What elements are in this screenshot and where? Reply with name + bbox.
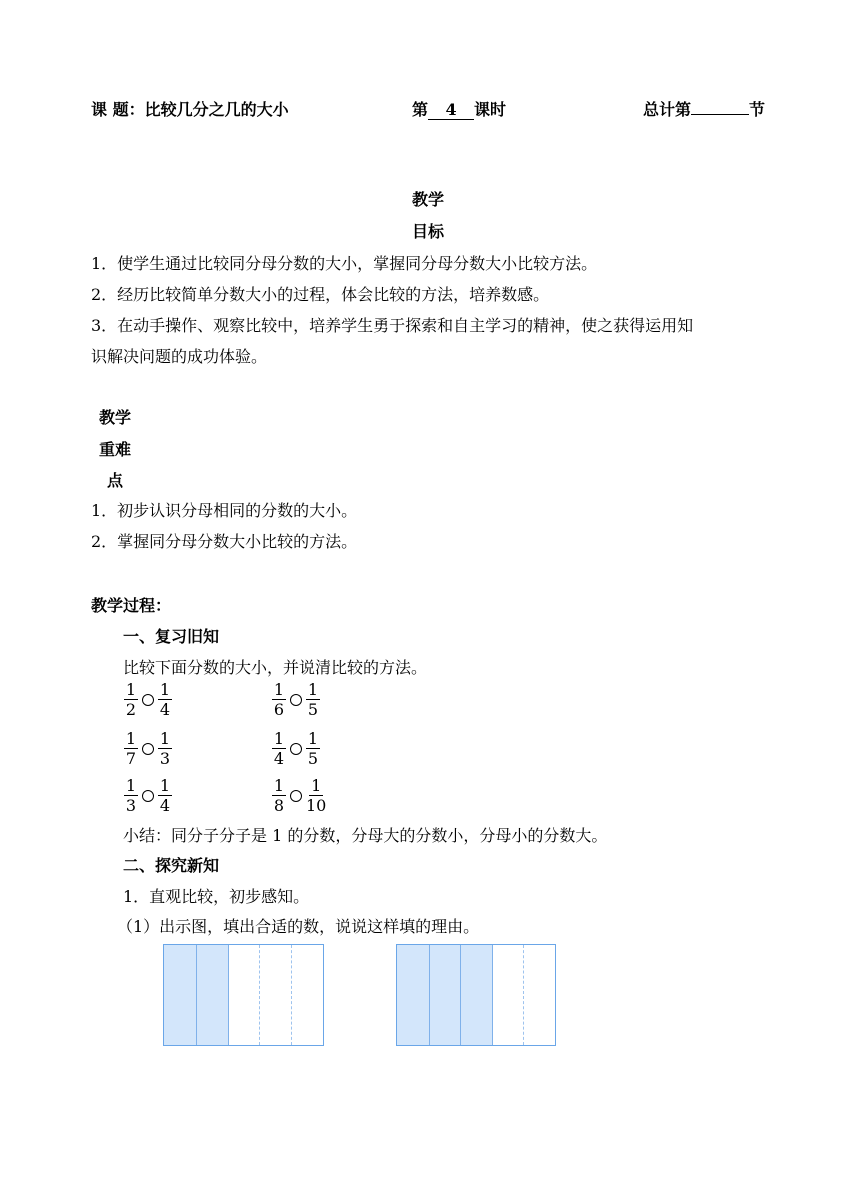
fraction: $\frac{1}{5}$ <box>307 729 319 768</box>
fraction: $\frac{1}{5}$ <box>307 680 319 719</box>
blank-part <box>523 945 555 1045</box>
compare-circle <box>142 694 154 706</box>
fraction-comparison <box>272 776 326 815</box>
fraction: $\frac{1}{10}$ <box>306 776 327 815</box>
shaded-part <box>164 945 196 1045</box>
fraction: $\frac{1}{4}$ <box>273 729 285 768</box>
keypoints-heading-1: 教学 <box>99 408 132 427</box>
fraction-comparison <box>272 729 320 768</box>
topic-title: 比较几分之几的大小 <box>144 100 289 119</box>
fraction: $\frac{1}{3}$ <box>125 776 137 815</box>
compare-circle <box>142 743 154 755</box>
objectives-heading-1: 教学 <box>412 190 445 209</box>
fraction-comparison <box>124 680 172 719</box>
keypoints-heading-3: 点 <box>107 471 124 490</box>
fraction: $\frac{1}{8}$ <box>273 776 285 815</box>
compare-circle <box>290 790 302 802</box>
keypoint-item: 2．掌握同分母分数大小比较的方法。 <box>91 532 358 551</box>
shaded-part <box>397 945 429 1045</box>
blank-part <box>492 945 524 1045</box>
objective-item: 3．在动手操作、观察比较中，培养学生勇于探索和自主学习的精神，使之获得运用知 <box>91 316 694 335</box>
compare-circle <box>290 743 302 755</box>
section1-prompt: 比较下面分数的大小，并说清比较的方法。 <box>123 658 428 677</box>
lesson-prefix: 第 <box>412 100 429 119</box>
fraction: $\frac{1}{4}$ <box>159 680 171 719</box>
shaded-part <box>429 945 461 1045</box>
blank-part <box>291 945 323 1045</box>
lesson-suffix: 课时 <box>474 100 507 119</box>
fraction-figure-left <box>163 944 324 1046</box>
compare-circle <box>142 790 154 802</box>
fraction-comparison <box>124 729 172 768</box>
fraction: $\frac{1}{4}$ <box>159 776 171 815</box>
process-heading: 教学过程： <box>91 596 172 615</box>
lesson-number-line <box>412 97 506 120</box>
blank-part <box>259 945 291 1045</box>
step1-subtext: （1）出示图，填出合适的数，说说这样填的理由。 <box>117 917 480 936</box>
section2-title: 二、探究新知 <box>123 856 220 875</box>
blank-part <box>228 945 260 1045</box>
section1-title: 一、复习旧知 <box>123 627 220 646</box>
fraction-comparison <box>124 776 172 815</box>
step1-text: 1．直观比较，初步感知。 <box>123 887 310 906</box>
total-suffix: 节 <box>749 100 766 119</box>
fraction: $\frac{1}{3}$ <box>159 729 171 768</box>
lesson-number: 4 <box>428 101 474 120</box>
total-prefix: 总计第 <box>643 100 692 119</box>
objective-item: 1．使学生通过比较同分母分数的大小，掌握同分母分数大小比较方法。 <box>91 254 598 273</box>
fraction: $\frac{1}{7}$ <box>125 729 137 768</box>
compare-circle <box>290 694 302 706</box>
summary-text: 小结：同分子分子是 1 的分数，分母大的分数小，分母小的分数大。 <box>123 826 608 845</box>
keypoints-heading-2: 重难 <box>99 440 132 459</box>
fraction: $\frac{1}{6}$ <box>273 680 285 719</box>
keypoint-item: 1．初步认识分母相同的分数的大小。 <box>91 501 358 520</box>
objective-item: 识解决问题的成功体验。 <box>91 347 268 366</box>
total-count-blank <box>691 114 749 115</box>
lesson-topic <box>91 97 289 120</box>
shaded-part <box>460 945 492 1045</box>
objective-item: 2．经历比较简单分数大小的过程，体会比较的方法，培养数感。 <box>91 285 550 304</box>
fraction-comparison <box>272 680 320 719</box>
shaded-part <box>196 945 228 1045</box>
total-count-line <box>643 97 765 120</box>
objectives-heading-2: 目标 <box>412 222 445 241</box>
fraction: $\frac{1}{2}$ <box>125 680 137 719</box>
fraction-figure-right <box>396 944 556 1046</box>
topic-label: 课 题： <box>91 100 145 119</box>
